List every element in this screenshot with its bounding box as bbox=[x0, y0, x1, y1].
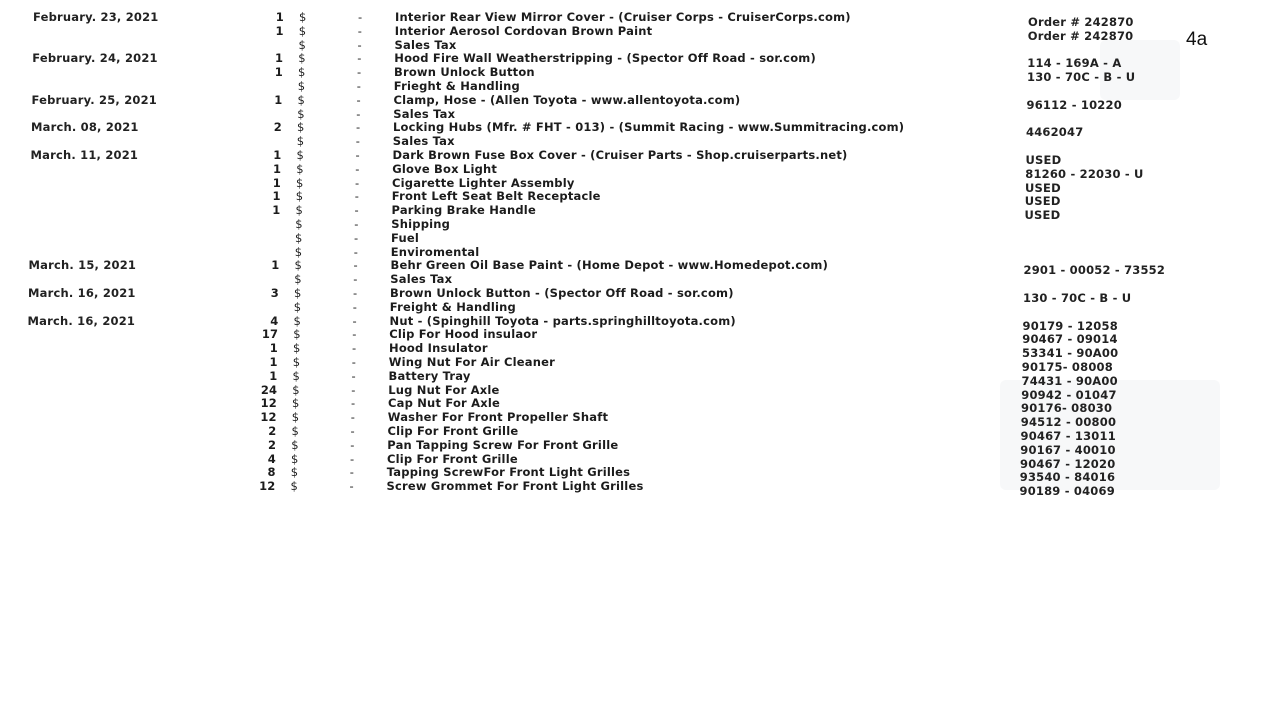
entry-date: March. 08, 2021 bbox=[31, 120, 139, 135]
entry-separator: - bbox=[351, 396, 356, 411]
entry-part-number: 53341 - 90A00 bbox=[1022, 346, 1119, 361]
entry-currency: $ bbox=[295, 230, 303, 245]
entry-quantity: 2 bbox=[273, 120, 282, 135]
entry-part-number: USED bbox=[1024, 194, 1061, 209]
entry-description: Sales Tax bbox=[393, 106, 456, 121]
entry-separator: - bbox=[353, 272, 358, 287]
entry-currency: $ bbox=[296, 175, 304, 190]
entry-date: March. 11, 2021 bbox=[30, 148, 139, 162]
entry-description: Parking Brake Handle bbox=[391, 203, 536, 218]
entry-currency: $ bbox=[290, 465, 299, 480]
entry-currency: $ bbox=[297, 92, 306, 107]
entry-part-number: 96112 - 10220 bbox=[1026, 97, 1122, 112]
entry-description: Fuel bbox=[391, 230, 420, 245]
entry-description: Glove Box Light bbox=[392, 161, 498, 176]
entry-separator: - bbox=[356, 120, 361, 135]
entry-quantity: 1 bbox=[275, 23, 284, 38]
entry-separator: - bbox=[350, 424, 355, 438]
entry-separator: - bbox=[354, 203, 359, 218]
entry-part-number: 4462047 bbox=[1026, 125, 1084, 140]
entry-separator: - bbox=[357, 37, 362, 52]
entry-separator: - bbox=[352, 327, 357, 342]
entry-quantity: 1 bbox=[275, 51, 284, 66]
entry-currency: $ bbox=[294, 244, 303, 259]
entry-description: Nut - (Spinghill Toyota - parts.springhilltoyota.com) bbox=[389, 313, 736, 328]
entry-separator: - bbox=[355, 148, 360, 162]
entry-separator: - bbox=[354, 189, 360, 204]
entry-separator: - bbox=[352, 313, 357, 328]
entry-currency: $ bbox=[296, 161, 304, 176]
entry-separator: - bbox=[356, 79, 362, 93]
entry-part-number: 90467 - 12020 bbox=[1020, 456, 1116, 471]
entry-quantity: 17 bbox=[261, 327, 279, 342]
entry-part-number: 90167 - 40010 bbox=[1020, 442, 1116, 457]
entry-currency: $ bbox=[298, 51, 306, 66]
entry-currency: $ bbox=[298, 65, 306, 80]
entry-separator: - bbox=[353, 258, 358, 273]
entry-currency: $ bbox=[291, 424, 300, 438]
entry-quantity: 2 bbox=[268, 424, 277, 438]
entry-separator: - bbox=[354, 230, 359, 245]
entry-part-number: 74431 - 90A00 bbox=[1021, 373, 1118, 388]
entry-description: Battery Tray bbox=[388, 368, 471, 383]
entry-separator: - bbox=[351, 382, 356, 397]
entry-part-number: 90179 - 12058 bbox=[1022, 318, 1118, 333]
entry-quantity: 1 bbox=[271, 258, 280, 273]
entry-separator: - bbox=[351, 355, 357, 369]
entry-date: February. 23, 2021 bbox=[33, 10, 159, 24]
entry-quantity: 1 bbox=[272, 175, 281, 190]
entry-description: Hood Insulator bbox=[389, 341, 488, 356]
entry-description: Interior Rear View Mirror Cover - (Cruiser Corps - CruiserCorps.com) bbox=[395, 10, 851, 24]
entry-currency: $ bbox=[298, 23, 307, 38]
entry-quantity: 4 bbox=[270, 313, 279, 328]
entry-separator: - bbox=[351, 368, 356, 383]
entry-description: Cap Nut For Axle bbox=[388, 396, 500, 411]
entry-currency: $ bbox=[292, 368, 301, 383]
entry-currency: $ bbox=[292, 355, 301, 369]
entry-description: Front Left Seat Belt Receptacle bbox=[391, 189, 601, 204]
entry-separator: - bbox=[350, 410, 356, 425]
entry-quantity: 24 bbox=[260, 382, 278, 397]
entry-date: March. 16, 2021 bbox=[27, 313, 136, 328]
entry-separator: - bbox=[353, 244, 359, 259]
entry-part-number: 90189 - 04069 bbox=[1019, 484, 1115, 499]
entry-description: Washer For Front Propeller Shaft bbox=[387, 410, 609, 425]
entry-currency: $ bbox=[295, 217, 303, 231]
entry-part-number: USED bbox=[1025, 180, 1061, 195]
entry-currency: $ bbox=[297, 106, 305, 121]
entry-description: Dark Brown Fuse Box Cover - (Cruiser Parts - Shop.cruiserparts.net) bbox=[392, 148, 848, 162]
entry-part-number: 90942 - 01047 bbox=[1021, 387, 1117, 402]
entry-quantity: 1 bbox=[272, 203, 281, 218]
entry-separator: - bbox=[357, 23, 363, 38]
entry-date: February. 25, 2021 bbox=[31, 92, 158, 107]
entry-currency: $ bbox=[296, 148, 305, 162]
entry-currency: $ bbox=[292, 382, 300, 397]
entry-part-number: 114 - 169A - A bbox=[1027, 56, 1122, 71]
entry-separator: - bbox=[352, 299, 358, 314]
entry-currency: $ bbox=[290, 479, 299, 494]
entry-quantity: 1 bbox=[269, 355, 278, 369]
entry-part-number: 90175- 08008 bbox=[1021, 360, 1113, 374]
entry-quantity: 1 bbox=[274, 65, 283, 80]
entry-description: Sales Tax bbox=[392, 134, 455, 149]
entry-currency: $ bbox=[294, 258, 303, 273]
entry-part-number: 93540 - 84016 bbox=[1019, 470, 1116, 485]
entry-currency: $ bbox=[294, 286, 302, 300]
entry-description: Locking Hubs (Mfr. # FHT - 013) - (Summit Racing - www.Summitracing.com) bbox=[393, 120, 905, 135]
entry-description: Shipping bbox=[391, 217, 451, 231]
entry-description: Screw Grommet For Front Light Grilles bbox=[386, 479, 644, 494]
entry-quantity: 12 bbox=[260, 410, 277, 425]
entry-separator: - bbox=[350, 451, 355, 466]
entry-part-number: Order # 242870 bbox=[1028, 15, 1134, 29]
entry-quantity: 4 bbox=[267, 451, 276, 466]
entry-part-number: 90176- 08030 bbox=[1021, 401, 1113, 416]
entry-currency: $ bbox=[295, 189, 304, 204]
entry-currency: $ bbox=[293, 299, 302, 314]
entry-description: Cigarette Lighter Assembly bbox=[392, 175, 575, 190]
entry-description: Pan Tapping Screw For Front Grille bbox=[387, 437, 619, 452]
entry-part-number: 81260 - 22030 - U bbox=[1025, 166, 1144, 181]
entry-description: Brown Unlock Button bbox=[394, 65, 535, 80]
entry-part-number: USED bbox=[1025, 153, 1062, 167]
entry-currency: $ bbox=[293, 341, 301, 356]
entry-description: Behr Green Oil Base Paint - (Home Depot - www.Homedepot.com) bbox=[390, 258, 829, 273]
entry-separator: - bbox=[355, 134, 361, 149]
entry-description: Frieght & Handling bbox=[393, 79, 520, 93]
page-label: 4a bbox=[1186, 29, 1208, 50]
entry-quantity: 1 bbox=[274, 92, 283, 107]
entry-currency: $ bbox=[293, 327, 301, 342]
entry-separator: - bbox=[358, 10, 363, 24]
entry-currency: $ bbox=[297, 79, 306, 93]
entry-description: Hood Fire Wall Weatherstripping - (Spector Off Road - sor.com) bbox=[394, 51, 816, 66]
entry-separator: - bbox=[349, 465, 355, 480]
entry-part-number: 130 - 70C - B - U bbox=[1027, 70, 1136, 85]
entry-quantity: 12 bbox=[260, 396, 277, 411]
entry-currency: $ bbox=[295, 203, 304, 218]
entry-description: Freight & Handling bbox=[389, 299, 516, 314]
entry-separator: - bbox=[356, 92, 361, 107]
entry-part-number: 94512 - 00800 bbox=[1020, 415, 1117, 430]
entry-currency: $ bbox=[299, 10, 307, 24]
entry-quantity: 12 bbox=[259, 479, 276, 494]
entry-part-number: 2901 - 00052 - 73552 bbox=[1023, 263, 1166, 278]
entry-currency: $ bbox=[298, 37, 307, 52]
entry-currency: $ bbox=[293, 313, 302, 328]
entry-quantity: 1 bbox=[269, 341, 278, 356]
entry-separator: - bbox=[357, 65, 362, 80]
entry-separator: - bbox=[355, 175, 360, 190]
entry-part-number: Order # 242870 bbox=[1027, 28, 1134, 43]
entry-separator: - bbox=[350, 437, 355, 452]
entry-quantity: 8 bbox=[267, 465, 276, 480]
entry-part-number: USED bbox=[1024, 208, 1061, 223]
entry-description: Clip For Hood insulaor bbox=[389, 327, 538, 342]
entry-currency: $ bbox=[296, 134, 305, 149]
entry-separator: - bbox=[352, 341, 357, 356]
entry-part-number: 90467 - 09014 bbox=[1022, 332, 1118, 347]
entry-separator: - bbox=[356, 106, 361, 121]
entry-currency: $ bbox=[297, 120, 305, 135]
entry-currency: $ bbox=[291, 410, 300, 425]
entry-quantity: 3 bbox=[270, 286, 279, 300]
entry-currency: $ bbox=[292, 396, 300, 411]
entry-description: Clamp, Hose - (Allen Toyota - www.allentoyota.com) bbox=[393, 92, 741, 107]
entry-quantity: 1 bbox=[272, 189, 281, 204]
entry-description: Brown Unlock Button - (Spector Off Road - sor.com) bbox=[390, 286, 734, 300]
entry-quantity: 1 bbox=[269, 368, 278, 383]
entry-date: March. 16, 2021 bbox=[28, 286, 136, 300]
entry-description: Interior Aerosol Cordovan Brown Paint bbox=[394, 23, 653, 38]
entry-description: Enviromental bbox=[390, 244, 480, 259]
entry-date: February. 24, 2021 bbox=[32, 51, 158, 66]
entry-currency: $ bbox=[291, 451, 299, 466]
entry-currency: $ bbox=[291, 437, 299, 452]
entry-part-number: 130 - 70C - B - U bbox=[1023, 291, 1132, 305]
entry-separator: - bbox=[353, 286, 358, 300]
entry-description: Sales Tax bbox=[390, 272, 453, 287]
entry-description: Clip For Front Grille bbox=[387, 424, 519, 438]
entry-description: Sales Tax bbox=[394, 37, 457, 52]
entry-description: Lug Nut For Axle bbox=[388, 382, 500, 397]
entry-separator: - bbox=[354, 217, 359, 231]
entry-separator: - bbox=[357, 51, 362, 66]
entry-quantity: 1 bbox=[273, 161, 282, 176]
entry-description: Clip For Front Grille bbox=[387, 451, 518, 466]
entry-quantity: 2 bbox=[268, 437, 277, 452]
entry-quantity: 1 bbox=[273, 148, 282, 162]
entry-quantity: 1 bbox=[275, 10, 284, 24]
entry-date: March. 15, 2021 bbox=[28, 258, 137, 273]
entry-description: Tapping ScrewFor Front Light Grilles bbox=[386, 465, 631, 480]
entry-description: Wing Nut For Air Cleaner bbox=[388, 355, 555, 369]
entry-currency: $ bbox=[294, 272, 302, 287]
entry-part-number: 90467 - 13011 bbox=[1020, 429, 1116, 443]
entry-separator: - bbox=[349, 479, 354, 494]
entry-separator: - bbox=[355, 161, 360, 176]
